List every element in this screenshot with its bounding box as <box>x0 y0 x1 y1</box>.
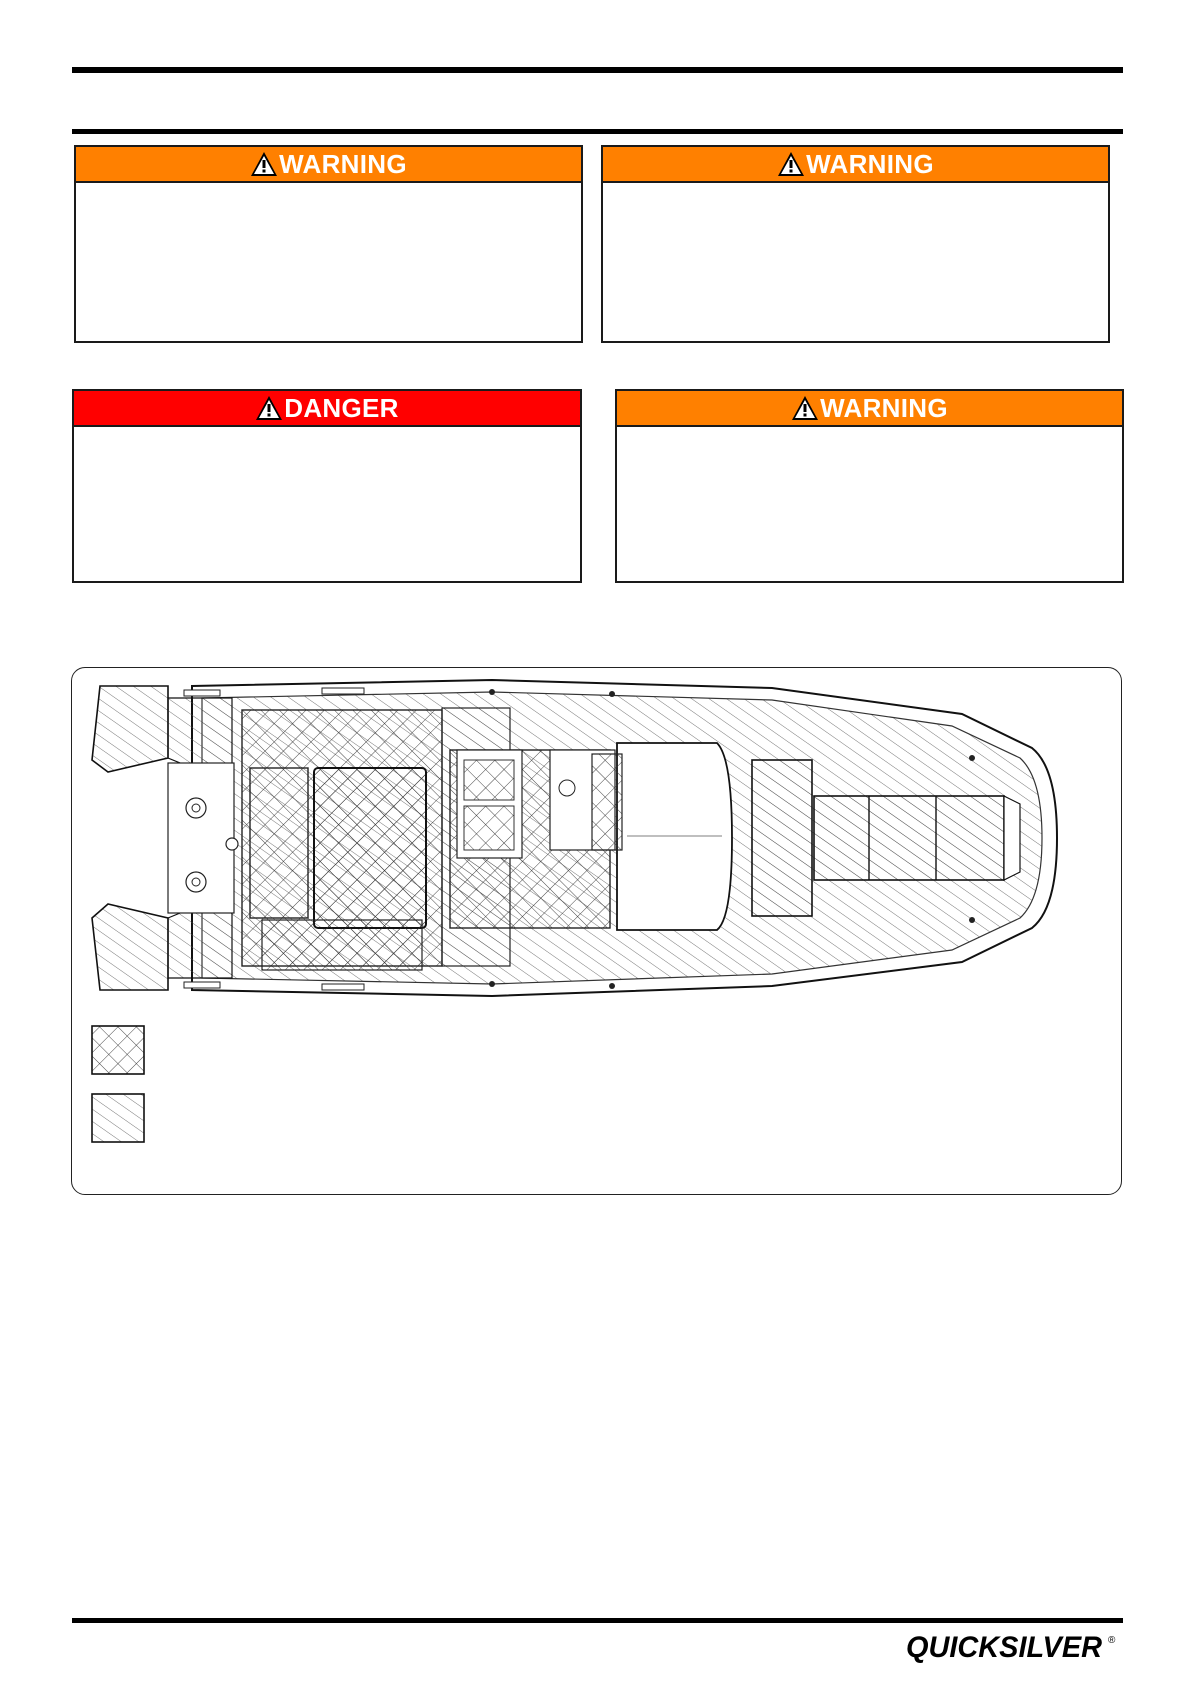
brand-name: QUICKSILVER <box>906 1631 1103 1663</box>
warning-triangle-icon <box>250 151 278 177</box>
warning-label: WARNING <box>806 148 934 179</box>
deck-plan-figure <box>71 667 1122 1195</box>
quicksilver-logo <box>906 1629 1122 1663</box>
footer-rule <box>72 1618 1123 1623</box>
header-rule-top <box>72 67 1123 73</box>
warning-sign-header <box>76 147 581 183</box>
boat-top-view-diagram <box>72 668 1121 1194</box>
boat-hull <box>92 680 1057 996</box>
warning-triangle-icon <box>777 151 805 177</box>
warning-label: WARNING <box>279 148 407 179</box>
registered-mark: ® <box>1108 1635 1116 1646</box>
warning-sign <box>74 145 583 343</box>
warning-sign <box>615 389 1124 583</box>
header-rule-bottom <box>72 129 1123 134</box>
warning-sign-body <box>617 427 1122 581</box>
danger-sign <box>72 389 582 583</box>
warning-sign-header <box>617 391 1122 427</box>
warning-sign-body <box>603 183 1108 341</box>
warning-sign <box>601 145 1110 343</box>
warning-label: WARNING <box>820 392 948 423</box>
warning-triangle-icon <box>791 395 819 421</box>
warning-triangle-icon <box>255 395 283 421</box>
legend-diagonal-swatch <box>92 1094 144 1142</box>
warning-sign-header <box>603 147 1108 183</box>
warning-sign-body <box>76 183 581 341</box>
danger-label: DANGER <box>284 392 399 423</box>
danger-sign-header <box>74 391 580 427</box>
danger-sign-body <box>74 427 580 581</box>
legend-crosshatch-swatch <box>92 1026 144 1074</box>
legend <box>92 1026 144 1142</box>
